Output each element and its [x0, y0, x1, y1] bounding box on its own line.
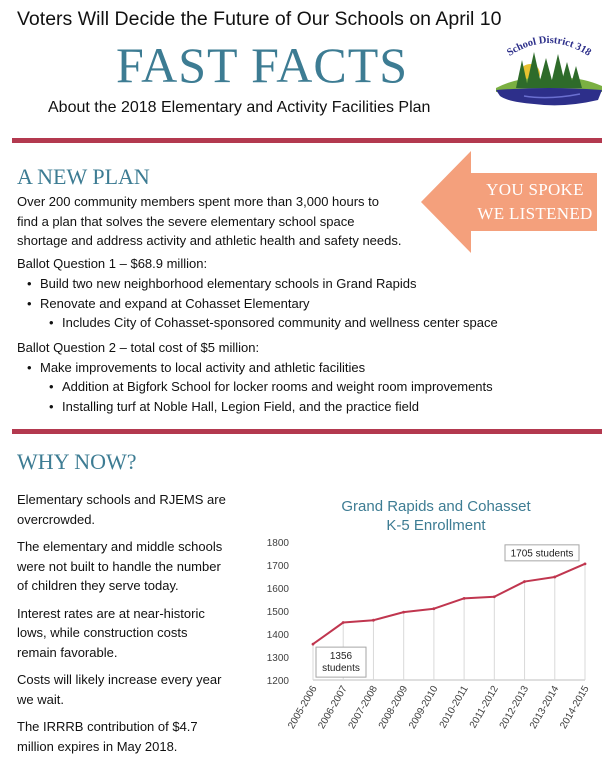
y-tick-label: 1400: [266, 630, 289, 641]
x-tick-label: 2010-2011: [437, 684, 471, 731]
x-tick-label: 2007-2008: [346, 684, 381, 731]
enrollment-series-line: [313, 564, 585, 644]
arrow-line: WE LISTENED: [477, 204, 593, 223]
y-tick-label: 1800: [266, 538, 289, 549]
x-tick-label: 2014-2015: [558, 684, 592, 731]
start-annotation-label: 1356: [329, 651, 353, 663]
data-point: [493, 595, 496, 598]
y-tick-label: 1300: [266, 653, 289, 664]
enrollment-chart: [255, 530, 605, 765]
reason-paragraph: Elementary schools and RJEMS are overcrowded.: [17, 492, 226, 527]
arrow-line: YOU SPOKE: [486, 180, 584, 199]
reason-paragraph: Costs will likely increase every year we wait.: [17, 672, 222, 707]
y-tick-label: 1200: [266, 676, 289, 687]
you-spoke-arrow: [421, 151, 599, 253]
ballot-q1-label: Ballot Question 1 – $68.9 million:: [17, 256, 208, 271]
reason-paragraph: The elementary and middle schools were not built to handle the number of children they serve today.: [17, 539, 223, 593]
data-point: [372, 619, 375, 622]
list-item: • Make improvements to local activity and athletic facilities: [40, 358, 365, 378]
x-tick-label: 2009-2010: [407, 684, 441, 731]
data-point: [432, 607, 435, 610]
end-annotation-label: 1705 students: [510, 548, 574, 560]
data-point: [312, 643, 315, 646]
section-divider-bottom: [12, 429, 602, 434]
intro-line: Over 200 community members spent more than 3,000 hours to: [17, 194, 380, 209]
new-plan-heading: A NEW PLAN: [17, 164, 150, 189]
intro-line: shortage and address activity and athletic health and safety needs.: [17, 233, 402, 248]
logo-water: [496, 88, 602, 105]
reason-paragraph: Interest rates are at near-historic lows, while construction costs remain favorable.: [17, 605, 205, 660]
data-point: [553, 576, 556, 579]
new-plan-intro: [17, 192, 427, 251]
chart-title-line: K-5 Enrollment: [386, 517, 486, 534]
list-item: • Renovate and expand at Cohasset Elementary: [40, 294, 417, 314]
data-point: [584, 562, 587, 565]
logo-text: School District 318: [505, 34, 593, 59]
chart-title-line: Grand Rapids and Cohasset: [341, 498, 531, 515]
start-annotation-label: students: [322, 663, 360, 675]
y-tick-label: 1500: [266, 607, 289, 618]
x-tick-label: 2013-2014: [527, 684, 562, 731]
y-tick-label: 1600: [266, 584, 289, 595]
data-point: [342, 621, 345, 624]
data-point: [402, 611, 405, 614]
list-item: • Installing turf at Noble Hall, Legion Field, and the practice field: [62, 397, 493, 417]
ballot-q2-list: [40, 358, 365, 378]
x-tick-label: 2008-2009: [376, 684, 411, 731]
x-tick-label: 2006-2007: [316, 684, 350, 731]
page-title: FAST FACTS: [116, 37, 409, 93]
data-point: [463, 597, 466, 600]
data-point: [523, 580, 526, 583]
district-logo: [494, 30, 604, 110]
ballot-q2-label: Ballot Question 2 – total cost of $5 million:: [17, 340, 260, 355]
x-tick-label: 2012-2013: [497, 684, 532, 731]
ballot-q2-sublist: [62, 377, 493, 416]
y-tick-label: 1700: [266, 561, 289, 572]
section-divider-top: [12, 138, 602, 143]
header-topline: Voters Will Decide the Future of Our Schools on April 10: [17, 8, 502, 30]
logo-graphic: [494, 30, 604, 110]
list-item: • Build two new neighborhood elementary schools in Grand Rapids: [40, 274, 417, 294]
ballot-q1-sublist: [62, 313, 498, 333]
list-item: • Includes City of Cohasset-sponsored community and wellness center space: [62, 313, 498, 333]
intro-line: find a plan that solves the severe elementary school space: [17, 213, 355, 229]
list-item: • Addition at Bigfork School for locker rooms and weight room improvements: [62, 377, 493, 397]
x-tick-label: 2005-2006: [286, 684, 320, 731]
reason-paragraph: The IRRRB contribution of $4.7 million expires in May 2018.: [17, 719, 198, 754]
x-tick-label: 2011-2012: [467, 684, 501, 731]
ballot-q1-list: [40, 274, 417, 313]
why-now-reasons: [17, 490, 247, 764]
arrow-text: [465, 178, 605, 226]
why-now-heading: WHY NOW?: [17, 449, 137, 474]
page-subtitle: About the 2018 Elementary and Activity Facilities Plan: [48, 99, 431, 116]
